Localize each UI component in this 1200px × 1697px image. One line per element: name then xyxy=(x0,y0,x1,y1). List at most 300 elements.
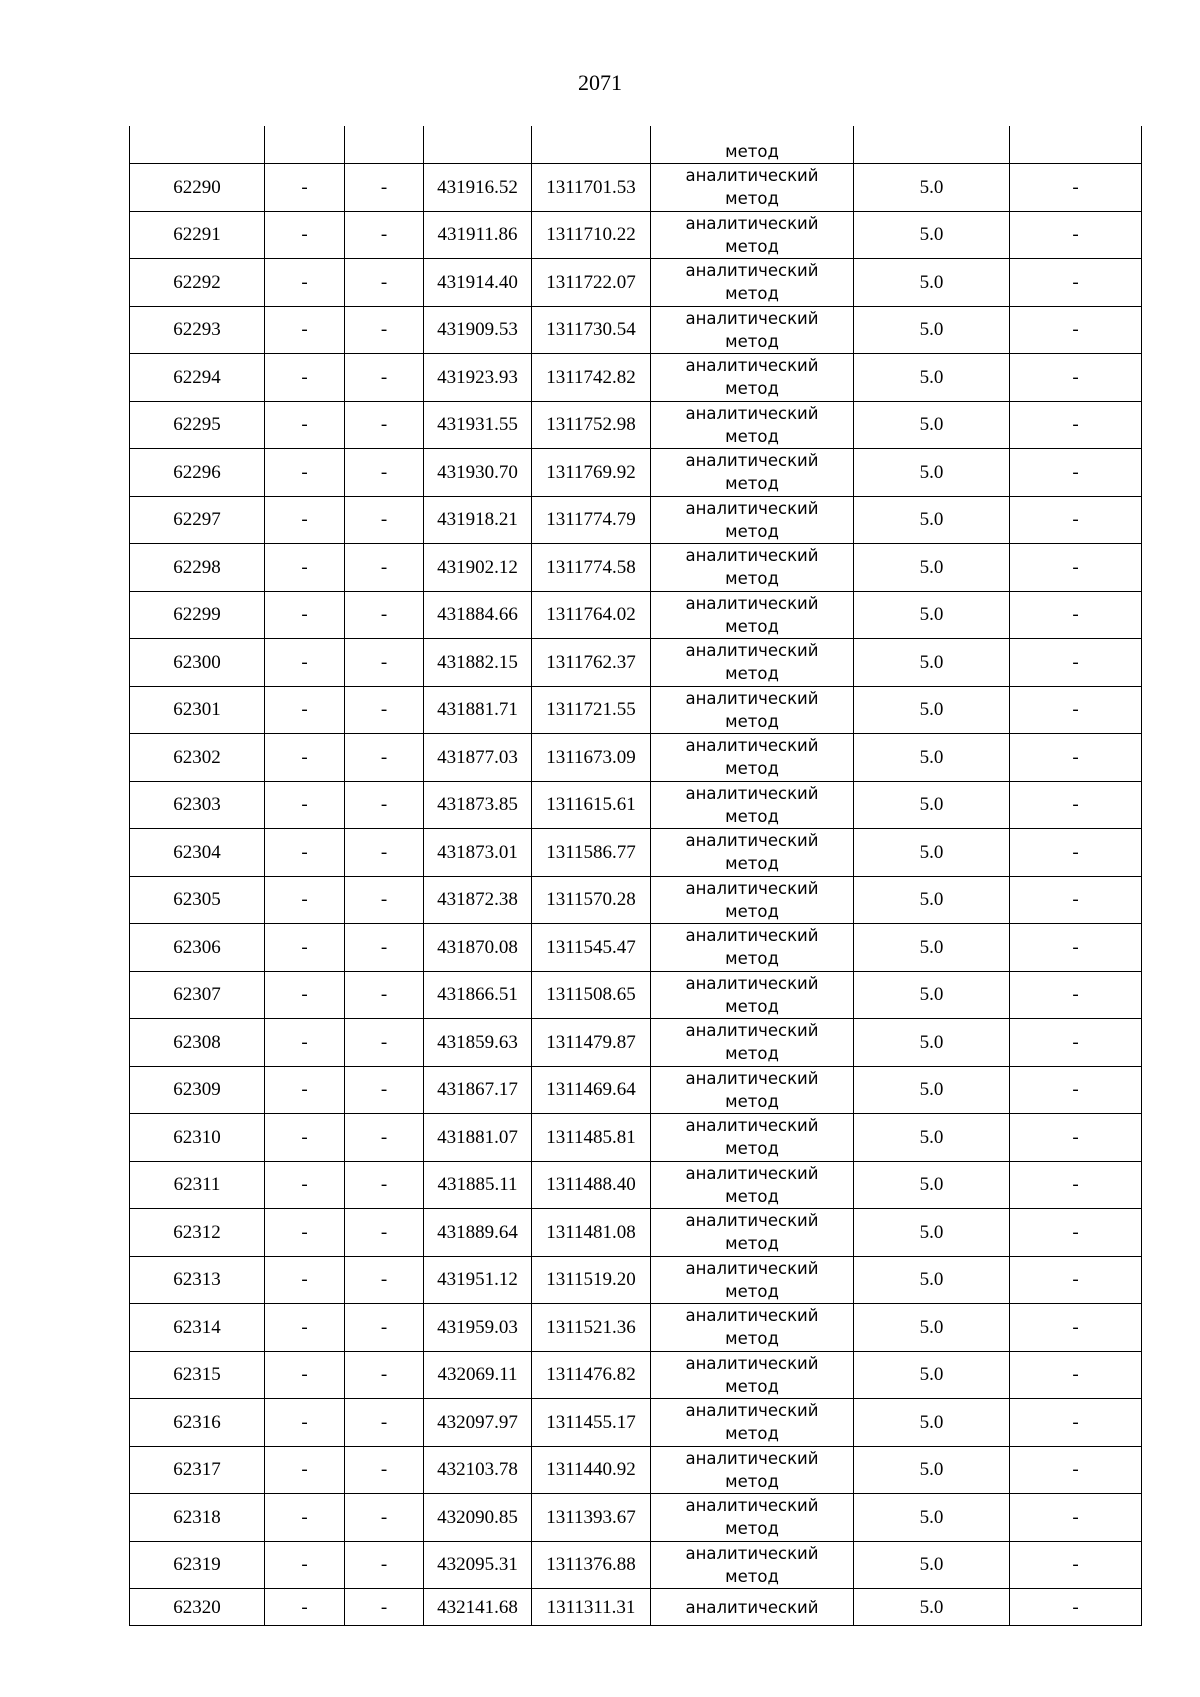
table-row xyxy=(130,734,1142,782)
cell-col2: - xyxy=(265,1446,345,1494)
cell-method xyxy=(651,1256,854,1304)
method-line: аналитический xyxy=(685,403,819,423)
cell-x: 431909.53 xyxy=(424,306,532,354)
method-line: аналитический xyxy=(685,1211,819,1231)
cell-point-id: 62297 xyxy=(130,496,265,544)
method-line: аналитический xyxy=(685,356,819,376)
method-line: аналитический xyxy=(685,641,819,661)
cell-point-id: 62305 xyxy=(130,876,265,924)
cell-method xyxy=(651,1019,854,1067)
cell-last: - xyxy=(1010,1114,1142,1162)
method-line: аналитический xyxy=(685,1353,819,1373)
cell-last: - xyxy=(1010,1304,1142,1352)
cell-x: 431911.86 xyxy=(424,211,532,259)
table-row xyxy=(130,1446,1142,1494)
method-line: метод xyxy=(725,1566,779,1586)
cell-last: - xyxy=(1010,1019,1142,1067)
cell-accuracy: 5.0 xyxy=(854,971,1010,1019)
cell-point-id: 62309 xyxy=(130,1066,265,1114)
cell-point-id: 62304 xyxy=(130,829,265,877)
method-line: аналитический xyxy=(685,736,819,756)
cell-accuracy: 5.0 xyxy=(854,1019,1010,1067)
cell-y: 1311476.82 xyxy=(532,1351,651,1399)
cell-point-id: 62300 xyxy=(130,639,265,687)
cell-point-id: 62292 xyxy=(130,259,265,307)
cell-point-id: 62303 xyxy=(130,781,265,829)
method-line: метод xyxy=(725,474,779,494)
cell-col2 xyxy=(265,126,345,164)
method-line: метод xyxy=(725,1376,779,1396)
method-line: метод xyxy=(725,284,779,304)
cell-accuracy: 5.0 xyxy=(854,544,1010,592)
cell-y xyxy=(532,126,651,164)
cell-x: 431951.12 xyxy=(424,1256,532,1304)
method-line: аналитический xyxy=(685,308,819,328)
cell-point-id: 62310 xyxy=(130,1114,265,1162)
cell-col3: - xyxy=(345,1351,424,1399)
cell-col3: - xyxy=(345,1256,424,1304)
method-line: аналитический xyxy=(685,1068,819,1088)
cell-accuracy: 5.0 xyxy=(854,924,1010,972)
method-line: аналитический xyxy=(685,213,819,233)
cell-last: - xyxy=(1010,1256,1142,1304)
method-line: метод xyxy=(725,569,779,589)
cell-point-id xyxy=(130,126,265,164)
cell-x: 431872.38 xyxy=(424,876,532,924)
cell-col3: - xyxy=(345,306,424,354)
cell-method xyxy=(651,591,854,639)
cell-last: - xyxy=(1010,496,1142,544)
cell-accuracy: 5.0 xyxy=(854,354,1010,402)
cell-last: - xyxy=(1010,211,1142,259)
cell-x: 431931.55 xyxy=(424,401,532,449)
cell-accuracy: 5.0 xyxy=(854,259,1010,307)
cell-last: - xyxy=(1010,924,1142,972)
table-row xyxy=(130,1304,1142,1352)
method-line: аналитический xyxy=(685,261,819,281)
cell-accuracy: 5.0 xyxy=(854,1446,1010,1494)
cell-point-id: 62318 xyxy=(130,1494,265,1542)
method-line: аналитический xyxy=(685,1258,819,1278)
cell-col2: - xyxy=(265,211,345,259)
cell-x: 431885.11 xyxy=(424,1161,532,1209)
method-line: аналитический xyxy=(685,878,819,898)
method-line: метод xyxy=(725,664,779,684)
cell-accuracy: 5.0 xyxy=(854,686,1010,734)
cell-y: 1311455.17 xyxy=(532,1399,651,1447)
cell-accuracy: 5.0 xyxy=(854,591,1010,639)
cell-x: 431914.40 xyxy=(424,259,532,307)
cell-method xyxy=(651,306,854,354)
method-line: метод xyxy=(725,806,779,826)
cell-col2: - xyxy=(265,496,345,544)
cell-point-id: 62302 xyxy=(130,734,265,782)
cell-x: 431884.66 xyxy=(424,591,532,639)
cell-col3: - xyxy=(345,496,424,544)
cell-col2: - xyxy=(265,686,345,734)
cell-col2: - xyxy=(265,544,345,592)
table-row xyxy=(130,449,1142,497)
cell-method xyxy=(651,639,854,687)
cell-y: 1311586.77 xyxy=(532,829,651,877)
cell-col3: - xyxy=(345,1446,424,1494)
method-line: метод xyxy=(725,616,779,636)
cell-y: 1311752.98 xyxy=(532,401,651,449)
cell-col2: - xyxy=(265,591,345,639)
cell-col2: - xyxy=(265,639,345,687)
cell-col3: - xyxy=(345,1494,424,1542)
cell-accuracy: 5.0 xyxy=(854,876,1010,924)
table-row xyxy=(130,1066,1142,1114)
cell-method xyxy=(651,1351,854,1399)
cell-col2: - xyxy=(265,924,345,972)
cell-accuracy: 5.0 xyxy=(854,1114,1010,1162)
cell-col2: - xyxy=(265,781,345,829)
cell-y: 1311701.53 xyxy=(532,164,651,212)
cell-last: - xyxy=(1010,1066,1142,1114)
cell-x: 432141.68 xyxy=(424,1589,532,1626)
cell-accuracy: 5.0 xyxy=(854,1066,1010,1114)
cell-accuracy: 5.0 xyxy=(854,164,1010,212)
table-row xyxy=(130,686,1142,734)
cell-col2: - xyxy=(265,971,345,1019)
cell-col3: - xyxy=(345,1541,424,1589)
method-line: метод xyxy=(725,236,779,256)
cell-accuracy: 5.0 xyxy=(854,1161,1010,1209)
cell-method xyxy=(651,924,854,972)
cell-col2: - xyxy=(265,164,345,212)
method-line: аналитический xyxy=(685,546,819,566)
table-row xyxy=(130,1256,1142,1304)
method-line: аналитический xyxy=(685,593,819,613)
cell-col3: - xyxy=(345,1019,424,1067)
cell-y: 1311615.61 xyxy=(532,781,651,829)
cell-x: 432103.78 xyxy=(424,1446,532,1494)
table-row xyxy=(130,591,1142,639)
cell-method xyxy=(651,734,854,782)
cell-col3: - xyxy=(345,1161,424,1209)
table-row xyxy=(130,306,1142,354)
table-row xyxy=(130,1399,1142,1447)
cell-point-id: 62307 xyxy=(130,971,265,1019)
cell-method xyxy=(651,211,854,259)
method-line: метод xyxy=(725,1044,779,1064)
cell-point-id: 62317 xyxy=(130,1446,265,1494)
table-row xyxy=(130,496,1142,544)
cell-x: 431866.51 xyxy=(424,971,532,1019)
table-row xyxy=(130,1494,1142,1542)
cell-x: 431877.03 xyxy=(424,734,532,782)
cell-x: 431881.07 xyxy=(424,1114,532,1162)
method-line: аналитический xyxy=(685,1306,819,1326)
cell-col3: - xyxy=(345,686,424,734)
method-line: метод xyxy=(725,1424,779,1444)
cell-col3: - xyxy=(345,211,424,259)
method-line: метод xyxy=(725,1186,779,1206)
cell-method xyxy=(651,781,854,829)
table-row xyxy=(130,1351,1142,1399)
cell-y: 1311742.82 xyxy=(532,354,651,402)
method-line: метод xyxy=(725,1281,779,1301)
cell-point-id: 62296 xyxy=(130,449,265,497)
method-line: аналитический xyxy=(685,1021,819,1041)
cell-y: 1311710.22 xyxy=(532,211,651,259)
cell-y: 1311774.79 xyxy=(532,496,651,544)
method-line: метод xyxy=(725,331,779,351)
cell-x xyxy=(424,126,532,164)
cell-last: - xyxy=(1010,1589,1142,1626)
method-line: метод xyxy=(725,1234,779,1254)
table-row xyxy=(130,1114,1142,1162)
method-line: аналитический xyxy=(685,1597,819,1617)
cell-method xyxy=(651,401,854,449)
cell-col2: - xyxy=(265,354,345,402)
cell-accuracy: 5.0 xyxy=(854,1351,1010,1399)
cell-y: 1311774.58 xyxy=(532,544,651,592)
page-number: 2071 xyxy=(578,70,622,95)
cell-x: 432097.97 xyxy=(424,1399,532,1447)
cell-y: 1311393.67 xyxy=(532,1494,651,1542)
cell-accuracy: 5.0 xyxy=(854,639,1010,687)
cell-y: 1311722.07 xyxy=(532,259,651,307)
cell-method xyxy=(651,259,854,307)
cell-accuracy: 5.0 xyxy=(854,449,1010,497)
cell-col3: - xyxy=(345,544,424,592)
cell-point-id: 62293 xyxy=(130,306,265,354)
cell-point-id: 62315 xyxy=(130,1351,265,1399)
cell-col3: - xyxy=(345,591,424,639)
cell-y: 1311521.36 xyxy=(532,1304,651,1352)
cell-method xyxy=(651,1066,854,1114)
cell-last: - xyxy=(1010,686,1142,734)
cell-last: - xyxy=(1010,1494,1142,1542)
cell-accuracy: 5.0 xyxy=(854,1209,1010,1257)
cell-point-id: 62294 xyxy=(130,354,265,402)
cell-method xyxy=(651,1541,854,1589)
cell-y: 1311311.31 xyxy=(532,1589,651,1626)
cell-last: - xyxy=(1010,1209,1142,1257)
method-line: аналитический xyxy=(685,1401,819,1421)
cell-accuracy: 5.0 xyxy=(854,306,1010,354)
cell-x: 431918.21 xyxy=(424,496,532,544)
cell-last: - xyxy=(1010,306,1142,354)
cell-method xyxy=(651,971,854,1019)
cell-accuracy: 5.0 xyxy=(854,1304,1010,1352)
method-line: аналитический xyxy=(685,1448,819,1468)
cell-method xyxy=(651,1446,854,1494)
cell-y: 1311721.55 xyxy=(532,686,651,734)
cell-last: - xyxy=(1010,1351,1142,1399)
cell-point-id: 62316 xyxy=(130,1399,265,1447)
table-row xyxy=(130,876,1142,924)
method-line: аналитический xyxy=(685,973,819,993)
cell-method xyxy=(651,164,854,212)
cell-accuracy: 5.0 xyxy=(854,1541,1010,1589)
cell-col3: - xyxy=(345,1589,424,1626)
cell-method xyxy=(651,1399,854,1447)
table-row-continued xyxy=(130,126,1142,164)
cell-point-id: 62312 xyxy=(130,1209,265,1257)
cell-last: - xyxy=(1010,971,1142,1019)
cell-x: 431889.64 xyxy=(424,1209,532,1257)
table-row xyxy=(130,164,1142,212)
cell-method xyxy=(651,544,854,592)
cell-y: 1311508.65 xyxy=(532,971,651,1019)
cell-col2: - xyxy=(265,1114,345,1162)
cell-accuracy: 5.0 xyxy=(854,829,1010,877)
cell-col3: - xyxy=(345,1066,424,1114)
cell-y: 1311376.88 xyxy=(532,1541,651,1589)
cell-last: - xyxy=(1010,829,1142,877)
cell-point-id: 62314 xyxy=(130,1304,265,1352)
method-line: метод xyxy=(725,996,779,1016)
cell-col2: - xyxy=(265,829,345,877)
cell-x: 431859.63 xyxy=(424,1019,532,1067)
cell-last: - xyxy=(1010,781,1142,829)
method-line: аналитический xyxy=(685,498,819,518)
cell-method xyxy=(651,1161,854,1209)
cell-accuracy: 5.0 xyxy=(854,1256,1010,1304)
cell-y: 1311519.20 xyxy=(532,1256,651,1304)
method-line: метод xyxy=(725,949,779,969)
method-line: аналитический xyxy=(685,1163,819,1183)
cell-accuracy xyxy=(854,126,1010,164)
cell-col3: - xyxy=(345,1399,424,1447)
cell-x: 431873.01 xyxy=(424,829,532,877)
cell-col3 xyxy=(345,126,424,164)
method-line: аналитический xyxy=(685,1496,819,1516)
cell-x: 432095.31 xyxy=(424,1541,532,1589)
cell-point-id: 62295 xyxy=(130,401,265,449)
cell-point-id: 62291 xyxy=(130,211,265,259)
cell-col2: - xyxy=(265,1256,345,1304)
cell-last: - xyxy=(1010,354,1142,402)
table-row xyxy=(130,259,1142,307)
cell-point-id: 62299 xyxy=(130,591,265,639)
method-line: аналитический xyxy=(685,451,819,471)
coordinates-table xyxy=(129,126,1142,1626)
cell-y: 1311479.87 xyxy=(532,1019,651,1067)
cell-col2: - xyxy=(265,401,345,449)
cell-col3: - xyxy=(345,639,424,687)
cell-last: - xyxy=(1010,1541,1142,1589)
cell-accuracy: 5.0 xyxy=(854,734,1010,782)
method-line: метод xyxy=(725,1519,779,1539)
method-line: метод xyxy=(725,142,779,161)
cell-accuracy: 5.0 xyxy=(854,401,1010,449)
cell-y: 1311440.92 xyxy=(532,1446,651,1494)
method-line: метод xyxy=(725,854,779,874)
cell-last: - xyxy=(1010,876,1142,924)
cell-col2: - xyxy=(265,449,345,497)
cell-accuracy: 5.0 xyxy=(854,1399,1010,1447)
cell-method xyxy=(651,496,854,544)
table-row xyxy=(130,211,1142,259)
cell-col3: - xyxy=(345,829,424,877)
method-line: метод xyxy=(725,1139,779,1159)
cell-method xyxy=(651,1589,854,1626)
cell-y: 1311469.64 xyxy=(532,1066,651,1114)
cell-x: 431930.70 xyxy=(424,449,532,497)
method-line: метод xyxy=(725,521,779,541)
cell-col3: - xyxy=(345,1209,424,1257)
cell-x: 431870.08 xyxy=(424,924,532,972)
cell-col3: - xyxy=(345,971,424,1019)
method-line: аналитический xyxy=(685,926,819,946)
cell-col2: - xyxy=(265,1541,345,1589)
cell-last: - xyxy=(1010,401,1142,449)
method-line: аналитический xyxy=(685,166,819,186)
table-row xyxy=(130,971,1142,1019)
table-row xyxy=(130,1019,1142,1067)
table-row xyxy=(130,829,1142,877)
table-row xyxy=(130,401,1142,449)
cell-x: 431959.03 xyxy=(424,1304,532,1352)
table-row xyxy=(130,1541,1142,1589)
method-line: аналитический xyxy=(685,688,819,708)
cell-method xyxy=(651,1304,854,1352)
cell-accuracy: 5.0 xyxy=(854,1589,1010,1626)
cell-last: - xyxy=(1010,164,1142,212)
cell-col2: - xyxy=(265,1589,345,1626)
cell-x: 431902.12 xyxy=(424,544,532,592)
method-line: аналитический xyxy=(685,1543,819,1563)
cell-col3: - xyxy=(345,1114,424,1162)
table-row xyxy=(130,1161,1142,1209)
cell-accuracy: 5.0 xyxy=(854,211,1010,259)
cell-x: 431923.93 xyxy=(424,354,532,402)
cell-point-id: 62290 xyxy=(130,164,265,212)
table-row xyxy=(130,1209,1142,1257)
table-row xyxy=(130,1589,1142,1626)
cell-method xyxy=(651,1209,854,1257)
cell-col3: - xyxy=(345,876,424,924)
cell-col2: - xyxy=(265,734,345,782)
cell-method xyxy=(651,876,854,924)
cell-y: 1311545.47 xyxy=(532,924,651,972)
cell-col3: - xyxy=(345,259,424,307)
cell-method xyxy=(651,126,854,164)
cell-method xyxy=(651,1494,854,1542)
method-line: метод xyxy=(725,426,779,446)
table-row xyxy=(130,781,1142,829)
method-line: аналитический xyxy=(685,831,819,851)
cell-point-id: 62313 xyxy=(130,1256,265,1304)
cell-col3: - xyxy=(345,781,424,829)
cell-last: - xyxy=(1010,591,1142,639)
cell-accuracy: 5.0 xyxy=(854,496,1010,544)
cell-y: 1311488.40 xyxy=(532,1161,651,1209)
cell-col2: - xyxy=(265,259,345,307)
cell-y: 1311769.92 xyxy=(532,449,651,497)
cell-y: 1311570.28 xyxy=(532,876,651,924)
cell-col2: - xyxy=(265,1351,345,1399)
cell-last: - xyxy=(1010,1161,1142,1209)
method-line: метод xyxy=(725,379,779,399)
cell-x: 431916.52 xyxy=(424,164,532,212)
cell-col2: - xyxy=(265,1161,345,1209)
table-body xyxy=(130,126,1142,1626)
method-line: метод xyxy=(725,1471,779,1491)
table-row xyxy=(130,639,1142,687)
method-line: метод xyxy=(725,711,779,731)
cell-y: 1311762.37 xyxy=(532,639,651,687)
cell-last: - xyxy=(1010,259,1142,307)
cell-col2: - xyxy=(265,306,345,354)
cell-accuracy: 5.0 xyxy=(854,1494,1010,1542)
cell-col3: - xyxy=(345,401,424,449)
cell-y: 1311764.02 xyxy=(532,591,651,639)
